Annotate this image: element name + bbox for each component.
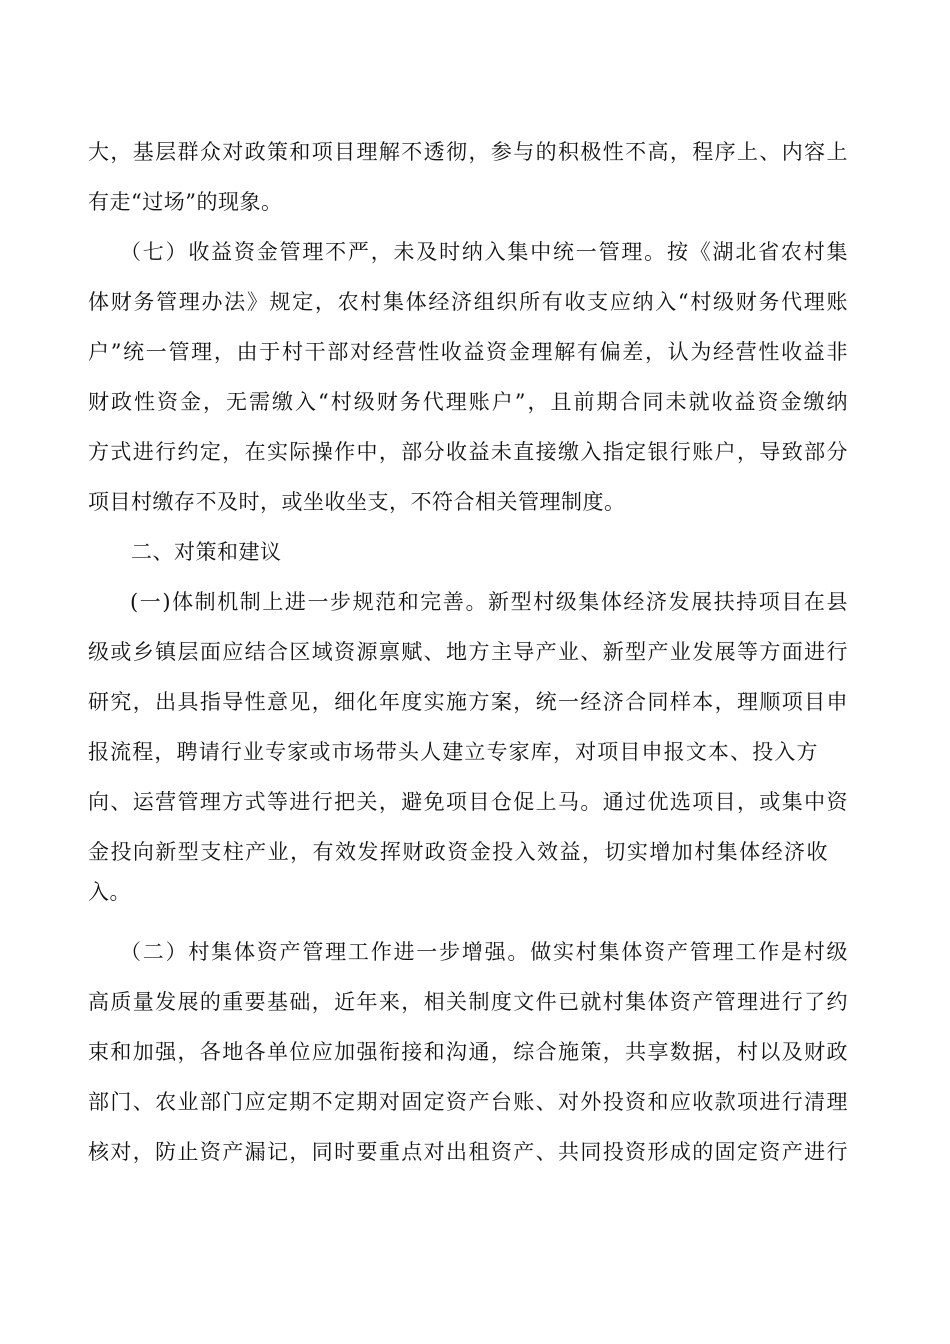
text-line: 核对，防止资产漏记，同时要重点对出租资产、共同投资形成的固定资产进行: [88, 1140, 848, 1164]
text-line: 研究，出具指导性意见，细化年度实施方案，统一经济合同样本，理顺项目申: [88, 690, 848, 714]
text-line: 高质量发展的重要基础，近年来，相关制度文件已就村集体资产管理进行了约: [88, 990, 848, 1014]
text-line: (一)体制机制上进一步规范和完善。新型村级集体经济发展扶持项目在县: [130, 590, 848, 614]
text-line: 财政性资金，无需缴入“村级财务代理账户”，且前期合同未就收益资金缴纳: [88, 390, 848, 414]
text-line: 户”统一管理，由于村干部对经营性收益资金理解有偏差，认为经营性收益非: [88, 340, 848, 364]
text-line: 束和加强，各地各单位应加强衔接和沟通，综合施策，共享数据，村以及财政: [88, 1040, 848, 1064]
text-line: 体财务管理办法》规定，农村集体经济组织所有收支应纳入“村级财务代理账: [88, 290, 848, 314]
text-line: 部门、农业部门应定期不定期对固定资产台账、对外投资和应收款项进行清理: [88, 1090, 848, 1114]
text-line: 项目村缴存不及时，或坐收坐支，不符合相关管理制度。: [88, 490, 626, 514]
text-line: 大，基层群众对政策和项目理解不透彻，参与的积极性不高，程序上、内容上: [88, 140, 848, 164]
section-heading: 二、对策和建议: [131, 540, 282, 564]
text-line: 方式进行约定，在实际操作中，部分收益未直接缴入指定银行账户，导致部分: [88, 440, 848, 464]
text-line: 报流程，聘请行业专家或市场带头人建立专家库，对项目申报文本、投入方: [88, 740, 818, 764]
text-line: 向、运营管理方式等进行把关，避免项目仓促上马。通过优选项目，或集中资: [88, 790, 848, 814]
text-line: 入。: [88, 880, 131, 904]
text-line: 级或乡镇层面应结合区域资源禀赋、地方主导产业、新型产业发展等方面进行: [88, 640, 848, 664]
text-line: 有走“过场”的现象。: [88, 190, 283, 214]
text-line: （七）收益资金管理不严，未及时纳入集中统一管理。按《湖北省农村集: [120, 240, 848, 264]
text-line: （二）村集体资产管理工作进一步增强。做实村集体资产管理工作是村级: [120, 940, 848, 964]
text-line: 金投向新型支柱产业，有效发挥财政资金投入效益，切实增加村集体经济收: [88, 840, 828, 864]
